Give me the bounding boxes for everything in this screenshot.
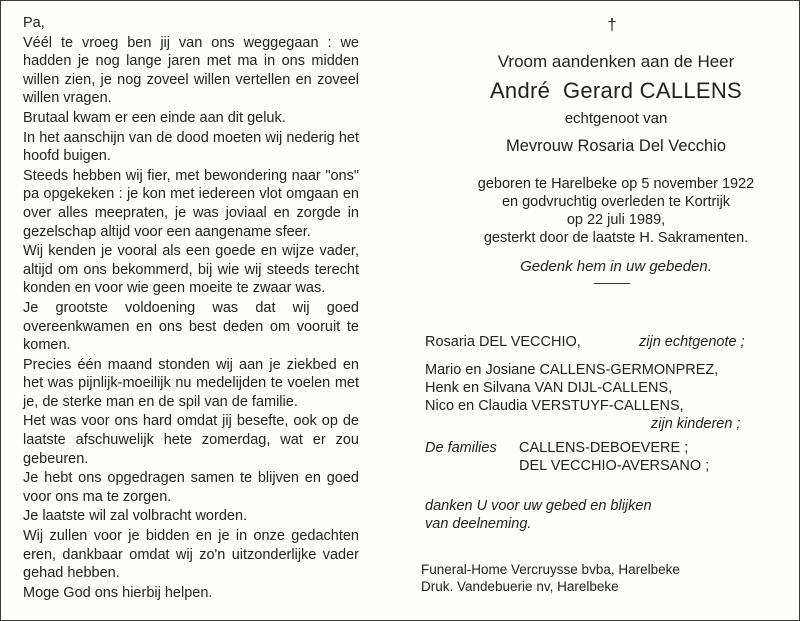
funeral-home: Funeral-Home Vercruysse bvba, Harelbeke xyxy=(421,562,680,577)
letter-paragraph: Brutaal kwam er een einde aan dit geluk. xyxy=(23,109,286,126)
letter-paragraph: In het aanschijn van de dood moeten wij nederig het hoofd buigen. xyxy=(23,129,359,165)
letter-paragraph: Wij kenden je vooral als een goede en wijze vader, altijd om ons bekommerd, bij wie wij steeds terecht konden en voor wie geen moeite te zwaar was. xyxy=(23,243,359,297)
detail-line: en godvruchtig overleden te Kortrijk xyxy=(501,194,731,210)
printer: Druk. Vandebuerie nv, Harelbeke xyxy=(421,579,619,594)
deceased-name: André Gerard CALLENS xyxy=(489,78,743,103)
letter-greeting: Pa, xyxy=(23,15,45,31)
letter-paragraph: Precies één maand stonden wij aan je ziekbed en het was pijnlijk-moeilijk nu medelijden te voelen met je, de sterke man en de spil van de familie. xyxy=(23,356,359,410)
thanks-line: danken U voor uw gebed en blijken xyxy=(425,498,652,514)
prayer-line: Gedenk hem in uw gebeden. xyxy=(520,258,712,275)
letter-paragraph: Je grootste voldoening was dat wij goed overeenkwamen en ons best deden om vooruit te komen. xyxy=(23,299,359,354)
widow-name: Rosaria DEL VECCHIO, xyxy=(425,334,581,350)
letter-paragraph: Je hebt ons opgedragen samen te blijven en goed voor ons ma te zorgen. xyxy=(23,470,359,505)
thanks-line: van deelneming. xyxy=(425,516,532,532)
letter-paragraph: Wij zullen voor je bidden en je in onze gedachten eren, dankbaar omdat wij zo'n uitzonderlijke vader gehad hebben. xyxy=(23,528,359,582)
spouse-name: Mevrouw Rosaria Del Vecchio xyxy=(505,137,727,155)
detail-line: gesterkt door de laatste H. Sakramenten. xyxy=(483,230,749,246)
families-label: De families xyxy=(425,440,497,456)
letter-paragraph: Het was voor ons hard omdat jij besefte, ook op de laatste afschuwelijk hete zomerdag, wat er zou gebeuren. xyxy=(23,413,359,467)
child-couple: Mario en Josiane CALLENS-GERMONPREZ, xyxy=(425,362,719,378)
detail-line: geboren te Harelbeke op 5 november 1922 xyxy=(477,176,755,192)
memorial-line: Vroom aandenken aan de Heer xyxy=(497,52,735,71)
letter-paragraph: Steeds hebben wij fier, met bewondering naar "ons" pa opgekeken : je kon met iedereen vlot omgaan en over alles meepraten, je was joviaal en zorgde in gezelschap altijd voor een aangename sfeer. xyxy=(23,167,359,240)
letter-column xyxy=(23,14,359,603)
divider xyxy=(594,283,630,284)
widow-role: zijn echtgenote ; xyxy=(639,334,745,350)
birth-death-details xyxy=(401,175,800,247)
family-name: DEL VECCHIO-AVERSANO ; xyxy=(519,458,710,474)
letter-paragraph: Véél te vroeg ben jij van ons weggegaan : we hadden je nog lange jaren met ma in ons midden willen zien, je nog zoveel willen vertellen en zoveel willen vragen. xyxy=(23,34,359,107)
child-couple: Nico en Claudia VERSTUYF-CALLENS, xyxy=(425,398,684,414)
family-name: CALLENS-DEBOEVERE ; xyxy=(519,440,689,456)
cross-icon: † xyxy=(607,15,617,34)
letter-paragraph: Je laatste wil zal volbracht worden. xyxy=(23,508,248,525)
child-couple: Henk en Silvana VAN DIJL-CALLENS, xyxy=(425,380,673,396)
detail-line: op 22 juli 1989, xyxy=(566,212,666,228)
spouse-label: echtgenoot van xyxy=(564,110,668,127)
letter-paragraph: Moge God ons hierbij helpen. xyxy=(23,584,213,601)
children-role: zijn kinderen ; xyxy=(651,416,741,432)
